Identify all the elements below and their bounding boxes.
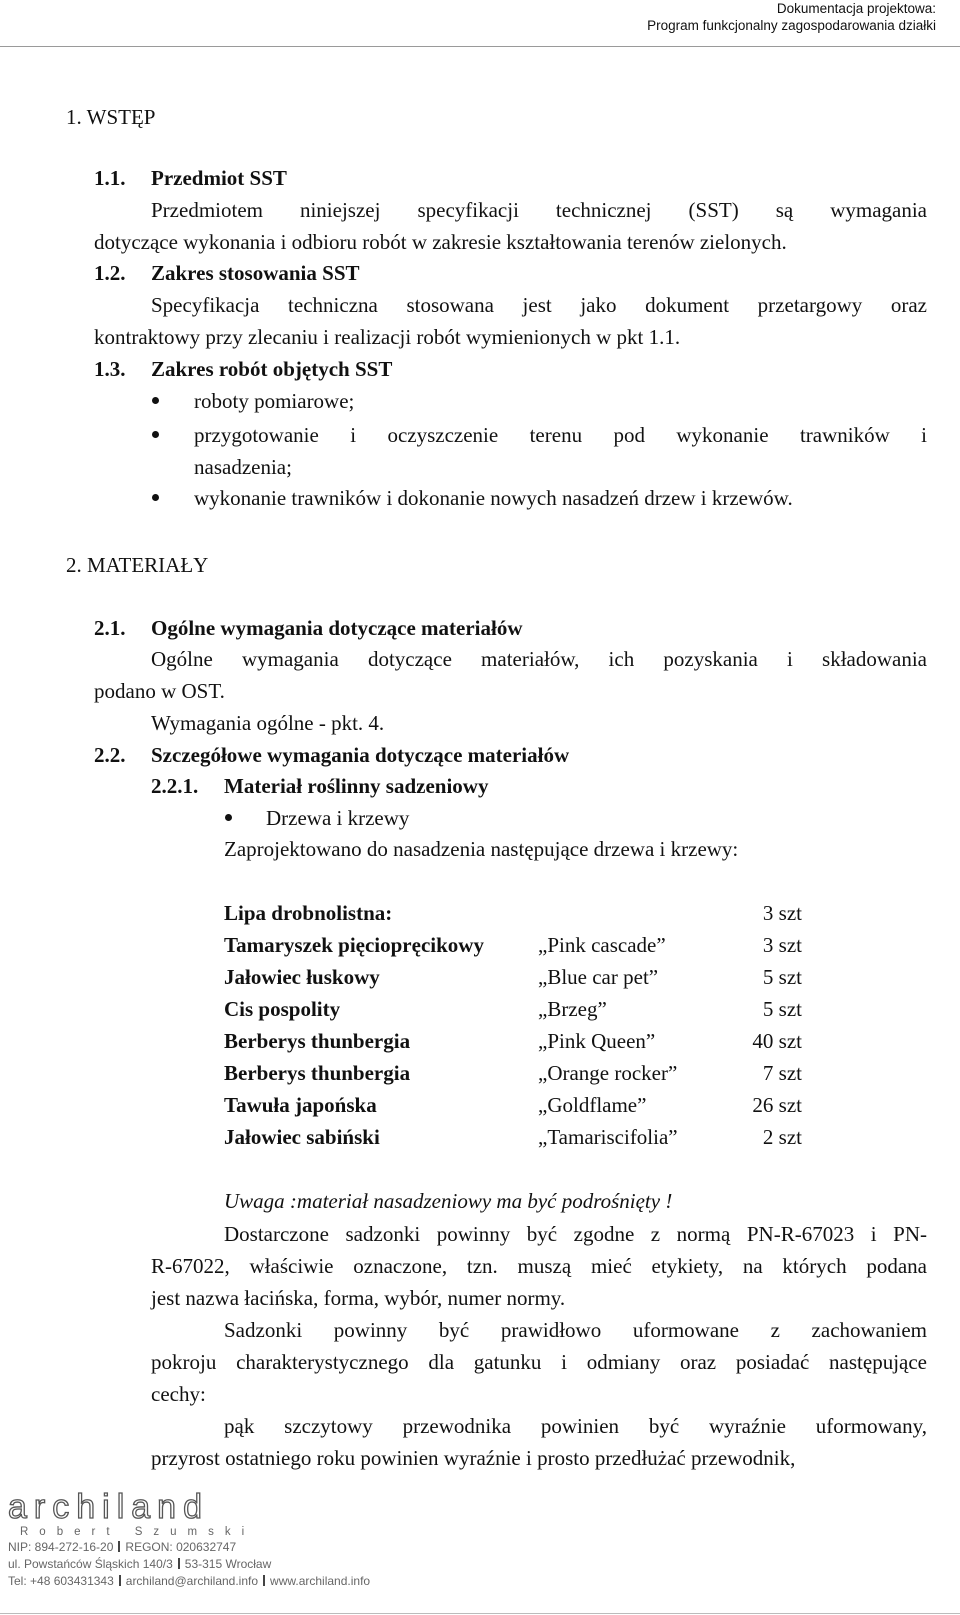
plant-variety: „Goldflame”	[538, 1093, 647, 1117]
plant-name: Jałowiec łuskowy	[224, 965, 380, 989]
page-header	[647, 0, 936, 34]
footer-website[interactable]: www.archiland.info	[270, 1574, 371, 1588]
footer-contact	[8, 1574, 370, 1588]
section-2-2-title: Szczegółowe wymagania dotyczące materiałów	[151, 743, 570, 767]
footer-phone: Tel: +48 603431343	[8, 1574, 114, 1588]
section-2-2-1-title: Materiał roślinny sadzeniowy	[224, 774, 489, 798]
plant-quantity: 40 szt	[752, 1029, 802, 1053]
section-2-title: 2. MATERIAŁY	[66, 553, 209, 577]
plants-bullet-label: Drzewa i krzewy	[266, 806, 410, 830]
plants-intro: Zaprojektowano do nasadzenia następujące drzewa i krzewy:	[224, 837, 739, 861]
plant-variety: „Orange rocker”	[538, 1061, 678, 1085]
section-1-2-number: 1.2.	[94, 261, 126, 285]
plant-name: Jałowiec sabiński	[224, 1125, 380, 1149]
footer-street: ul. Powstańców Śląskich 140/3	[8, 1557, 173, 1571]
para-2-line-3: cechy:	[151, 1382, 206, 1406]
plant-quantity: 3 szt	[762, 901, 802, 925]
section-2-2-1-number: 2.2.1.	[151, 774, 199, 798]
bullet-icon	[225, 814, 232, 821]
bullet-icon	[152, 494, 159, 501]
para-1-line-2: R-67022, właściwie oznaczone, tzn. muszą mieć etykiety, na których podana	[151, 1254, 927, 1278]
footer-nip: NIP: 894-272-16-20	[8, 1540, 114, 1554]
footer-regon: REGON: 020632747	[125, 1540, 237, 1554]
plant-name: Lipa drobnolistna:	[224, 901, 393, 925]
separator	[119, 1575, 121, 1586]
section-2-1-title: Ogólne wymagania dotyczące materiałów	[151, 616, 523, 640]
scope-item-2: przygotowanie i oczyszczenie terenu pod wykonanie trawników i	[194, 423, 927, 447]
scope-item-1: roboty pomiarowe;	[194, 389, 355, 413]
bullet-icon	[152, 431, 159, 438]
plant-quantity: 26 szt	[752, 1093, 802, 1117]
separator	[118, 1541, 120, 1552]
plant-variety: „Pink cascade”	[538, 933, 666, 957]
plant-variety: „Pink Queen”	[538, 1029, 656, 1053]
section-1-1-line-2: dotyczące wykonania i odbioru robót w zakresie kształtowania terenów zielonych.	[94, 230, 787, 254]
section-1-3-title: Zakres robót objętych SST	[151, 357, 393, 381]
footer-email[interactable]: archiland@archiland.info	[125, 1574, 259, 1588]
para-1-line-1: Dostarczone sadzonki powinny być zgodne z normą PN-R-67023 i PN-	[224, 1222, 927, 1246]
plant-quantity: 2 szt	[762, 1125, 802, 1149]
section-1-2-line-2: kontraktowy przy zlecaniu i realizacji robót wymienionych w pkt 1.1.	[94, 325, 681, 349]
plant-quantity: 5 szt	[762, 965, 802, 989]
plant-name: Cis pospolity	[224, 997, 341, 1021]
logo-owner-name: Robert Szumski	[20, 1526, 256, 1538]
section-1-2-title: Zakres stosowania SST	[151, 261, 360, 285]
para-2-line-2: pokroju charakterystycznego dla gatunku i odmiany oraz posiadać następujące	[151, 1350, 927, 1374]
para-3-line-1: pąk szczytowy przewodnika powinien być wyraźnie uformowany,	[224, 1414, 927, 1438]
plant-variety: „Blue car pet”	[538, 965, 659, 989]
plant-variety: „Tamariscifolia”	[538, 1125, 678, 1149]
para-3-line-2: przyrost ostatniego roku powinien wyraźnie i prosto przedłużać przewodnik,	[151, 1446, 796, 1470]
footer-city: 53-315 Wrocław	[184, 1557, 272, 1571]
section-1-1-title: Przedmiot SST	[151, 166, 287, 190]
header-line-2: Program funkcjonalny zagospodarowania działki	[647, 18, 936, 33]
header-line-1: Dokumentacja projektowa:	[776, 1, 936, 16]
footer-divider	[0, 1613, 960, 1614]
logo-wordmark: archiland	[8, 1488, 209, 1526]
section-2-1-line-2: podano w OST.	[94, 679, 225, 703]
section-1-3-number: 1.3.	[94, 357, 126, 381]
section-2-1-number: 2.1.	[94, 616, 126, 640]
plant-name: Tawuła japońska	[224, 1093, 377, 1117]
section-1-1-number: 1.1.	[94, 166, 126, 190]
section-1-2-line-1: Specyfikacja techniczna stosowana jest jako dokument przetargowy oraz	[151, 293, 927, 317]
separator	[178, 1558, 180, 1569]
plant-name: Tamaryszek pięciopręcikowy	[224, 933, 484, 957]
page-footer	[0, 1480, 960, 1615]
para-2-line-1: Sadzonki powinny być prawidłowo uformowane z zachowaniem	[224, 1318, 927, 1342]
plant-quantity: 5 szt	[762, 997, 802, 1021]
header-divider	[0, 46, 960, 47]
footer-address	[8, 1557, 271, 1571]
section-1-1-line-1: Przedmiotem niniejszej specyfikacji technicznej (SST) są wymagania	[151, 198, 927, 222]
planting-note: Uwaga :materiał nasadzeniowy ma być podrośnięty !	[224, 1189, 673, 1213]
plant-quantity: 7 szt	[762, 1061, 802, 1085]
section-2-1-line-1: Ogólne wymagania dotyczące materiałów, ich pozyskania i składowania	[151, 647, 927, 671]
bullet-icon	[152, 397, 159, 404]
scope-item-2-cont: nasadzenia;	[194, 455, 292, 479]
scope-item-3: wykonanie trawników i dokonanie nowych nasadzeń drzew i krzewów.	[194, 486, 793, 510]
company-logo	[8, 1488, 256, 1538]
plant-variety: „Brzeg”	[538, 997, 607, 1021]
plant-name: Berberys thunbergia	[224, 1029, 411, 1053]
plant-name: Berberys thunbergia	[224, 1061, 411, 1085]
plant-quantity: 3 szt	[762, 933, 802, 957]
section-2-1-line-3: Wymagania ogólne - pkt. 4.	[151, 711, 385, 735]
separator	[263, 1575, 265, 1586]
footer-ids	[8, 1540, 236, 1554]
section-1-title: 1. WSTĘP	[66, 105, 156, 129]
section-2-2-number: 2.2.	[94, 743, 126, 767]
para-1-line-3: jest nazwa łacińska, forma, wybór, numer normy.	[151, 1286, 566, 1310]
